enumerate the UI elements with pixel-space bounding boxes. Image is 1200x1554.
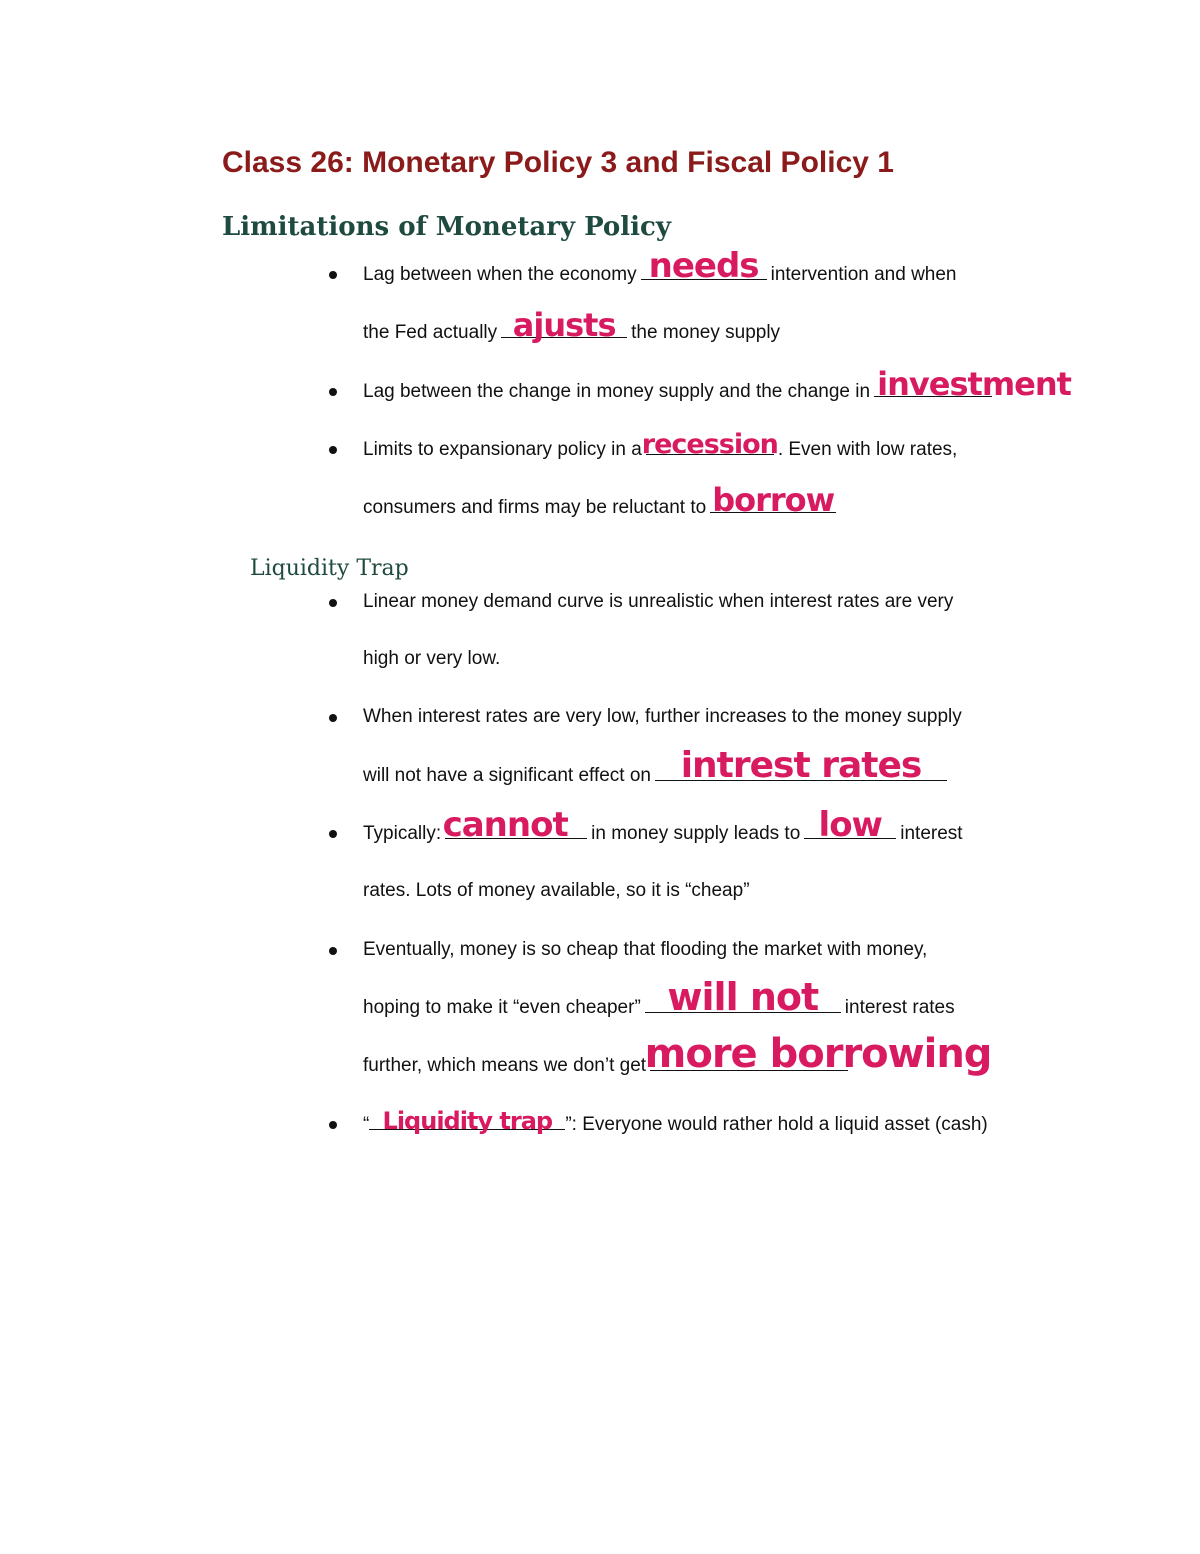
text: Eventually, money is so cheap that flooding the market with money, — [363, 939, 928, 960]
answer-blank — [874, 365, 1071, 403]
answer-blank — [644, 1031, 992, 1077]
list-item — [363, 587, 953, 617]
text: high or very low. — [363, 648, 501, 669]
text: in money supply leads to — [591, 823, 801, 844]
bullet-dot — [329, 1121, 337, 1129]
section-heading-limitations: Limitations of Monetary Policy — [222, 212, 671, 242]
list-item-continuation — [363, 876, 750, 906]
bullet-dot — [329, 947, 337, 955]
answer-blank — [804, 805, 896, 845]
handwritten-answer: investment — [877, 365, 1071, 403]
bullet-dot — [329, 599, 337, 607]
handwritten-answer: borrow — [712, 481, 835, 519]
answer-blank — [369, 1107, 565, 1135]
text: hoping to make it “even cheaper” — [363, 997, 641, 1018]
text: rates. Lots of money available, so it is “cheap” — [363, 880, 750, 901]
handwritten-answer: ajusts — [512, 306, 616, 344]
text: Limits to expansionary policy in a — [363, 439, 642, 460]
text: . Even with low rates, — [777, 439, 958, 460]
text: Typically: — [363, 823, 442, 844]
handwritten-answer: low — [818, 805, 882, 845]
bullet-dot — [329, 446, 337, 454]
list-item-continuation — [363, 1031, 992, 1080]
answer-blank — [710, 481, 836, 519]
text: intervention and when — [770, 264, 957, 285]
answer-blank — [641, 246, 767, 286]
answer-blank — [645, 975, 841, 1019]
handwritten-answer: will not — [667, 975, 819, 1019]
text: Lag between the change in money supply and the change in — [363, 381, 871, 402]
list-item — [363, 935, 927, 965]
section-heading-liquidity-trap: Liquidity Trap — [250, 556, 409, 581]
answer-blank — [501, 306, 627, 344]
text: interest — [900, 823, 963, 844]
handwritten-answer: Liquidity trap — [382, 1107, 553, 1135]
answer-blank — [641, 429, 778, 460]
list-item-continuation — [363, 644, 500, 674]
list-item — [363, 365, 1071, 406]
handwritten-answer: needs — [648, 246, 759, 286]
text: the Fed actually — [363, 322, 498, 343]
text: “ — [363, 1114, 370, 1135]
bullet-dot — [329, 271, 337, 279]
bullet-dot — [329, 714, 337, 722]
list-item — [363, 1109, 988, 1139]
handwritten-answer: intrest rates — [680, 745, 922, 786]
text: Lag between when the economy — [363, 264, 637, 285]
text: Linear money demand curve is unrealistic when interest rates are very — [363, 591, 954, 612]
list-item — [363, 246, 957, 289]
list-item — [363, 805, 963, 848]
text: consumers and firms may be reluctant to — [363, 497, 707, 518]
handwritten-answer: more borrowing — [644, 1031, 992, 1077]
answer-blank — [442, 805, 587, 845]
list-item-continuation — [363, 481, 840, 522]
text: further, which means we don’t get — [363, 1055, 647, 1076]
text: When interest rates are very low, further increases to the money supply — [363, 706, 962, 727]
list-item-continuation — [363, 306, 781, 347]
page-title: Class 26: Monetary Policy 3 and Fiscal Policy 1 — [222, 146, 894, 179]
text: ”: Everyone would rather hold a liquid asset (cash) — [565, 1114, 988, 1135]
list-item-continuation — [363, 745, 951, 790]
handwritten-answer: cannot — [442, 805, 568, 845]
list-item — [363, 429, 958, 464]
handwritten-answer: recession — [641, 429, 778, 460]
bullet-dot — [329, 388, 337, 396]
text: interest rates — [844, 997, 955, 1018]
list-item — [363, 702, 962, 732]
list-item-continuation — [363, 975, 955, 1022]
text: the money supply — [631, 322, 781, 343]
text: will not have a significant effect on — [363, 765, 651, 786]
answer-blank — [655, 745, 947, 786]
bullet-dot — [329, 830, 337, 838]
